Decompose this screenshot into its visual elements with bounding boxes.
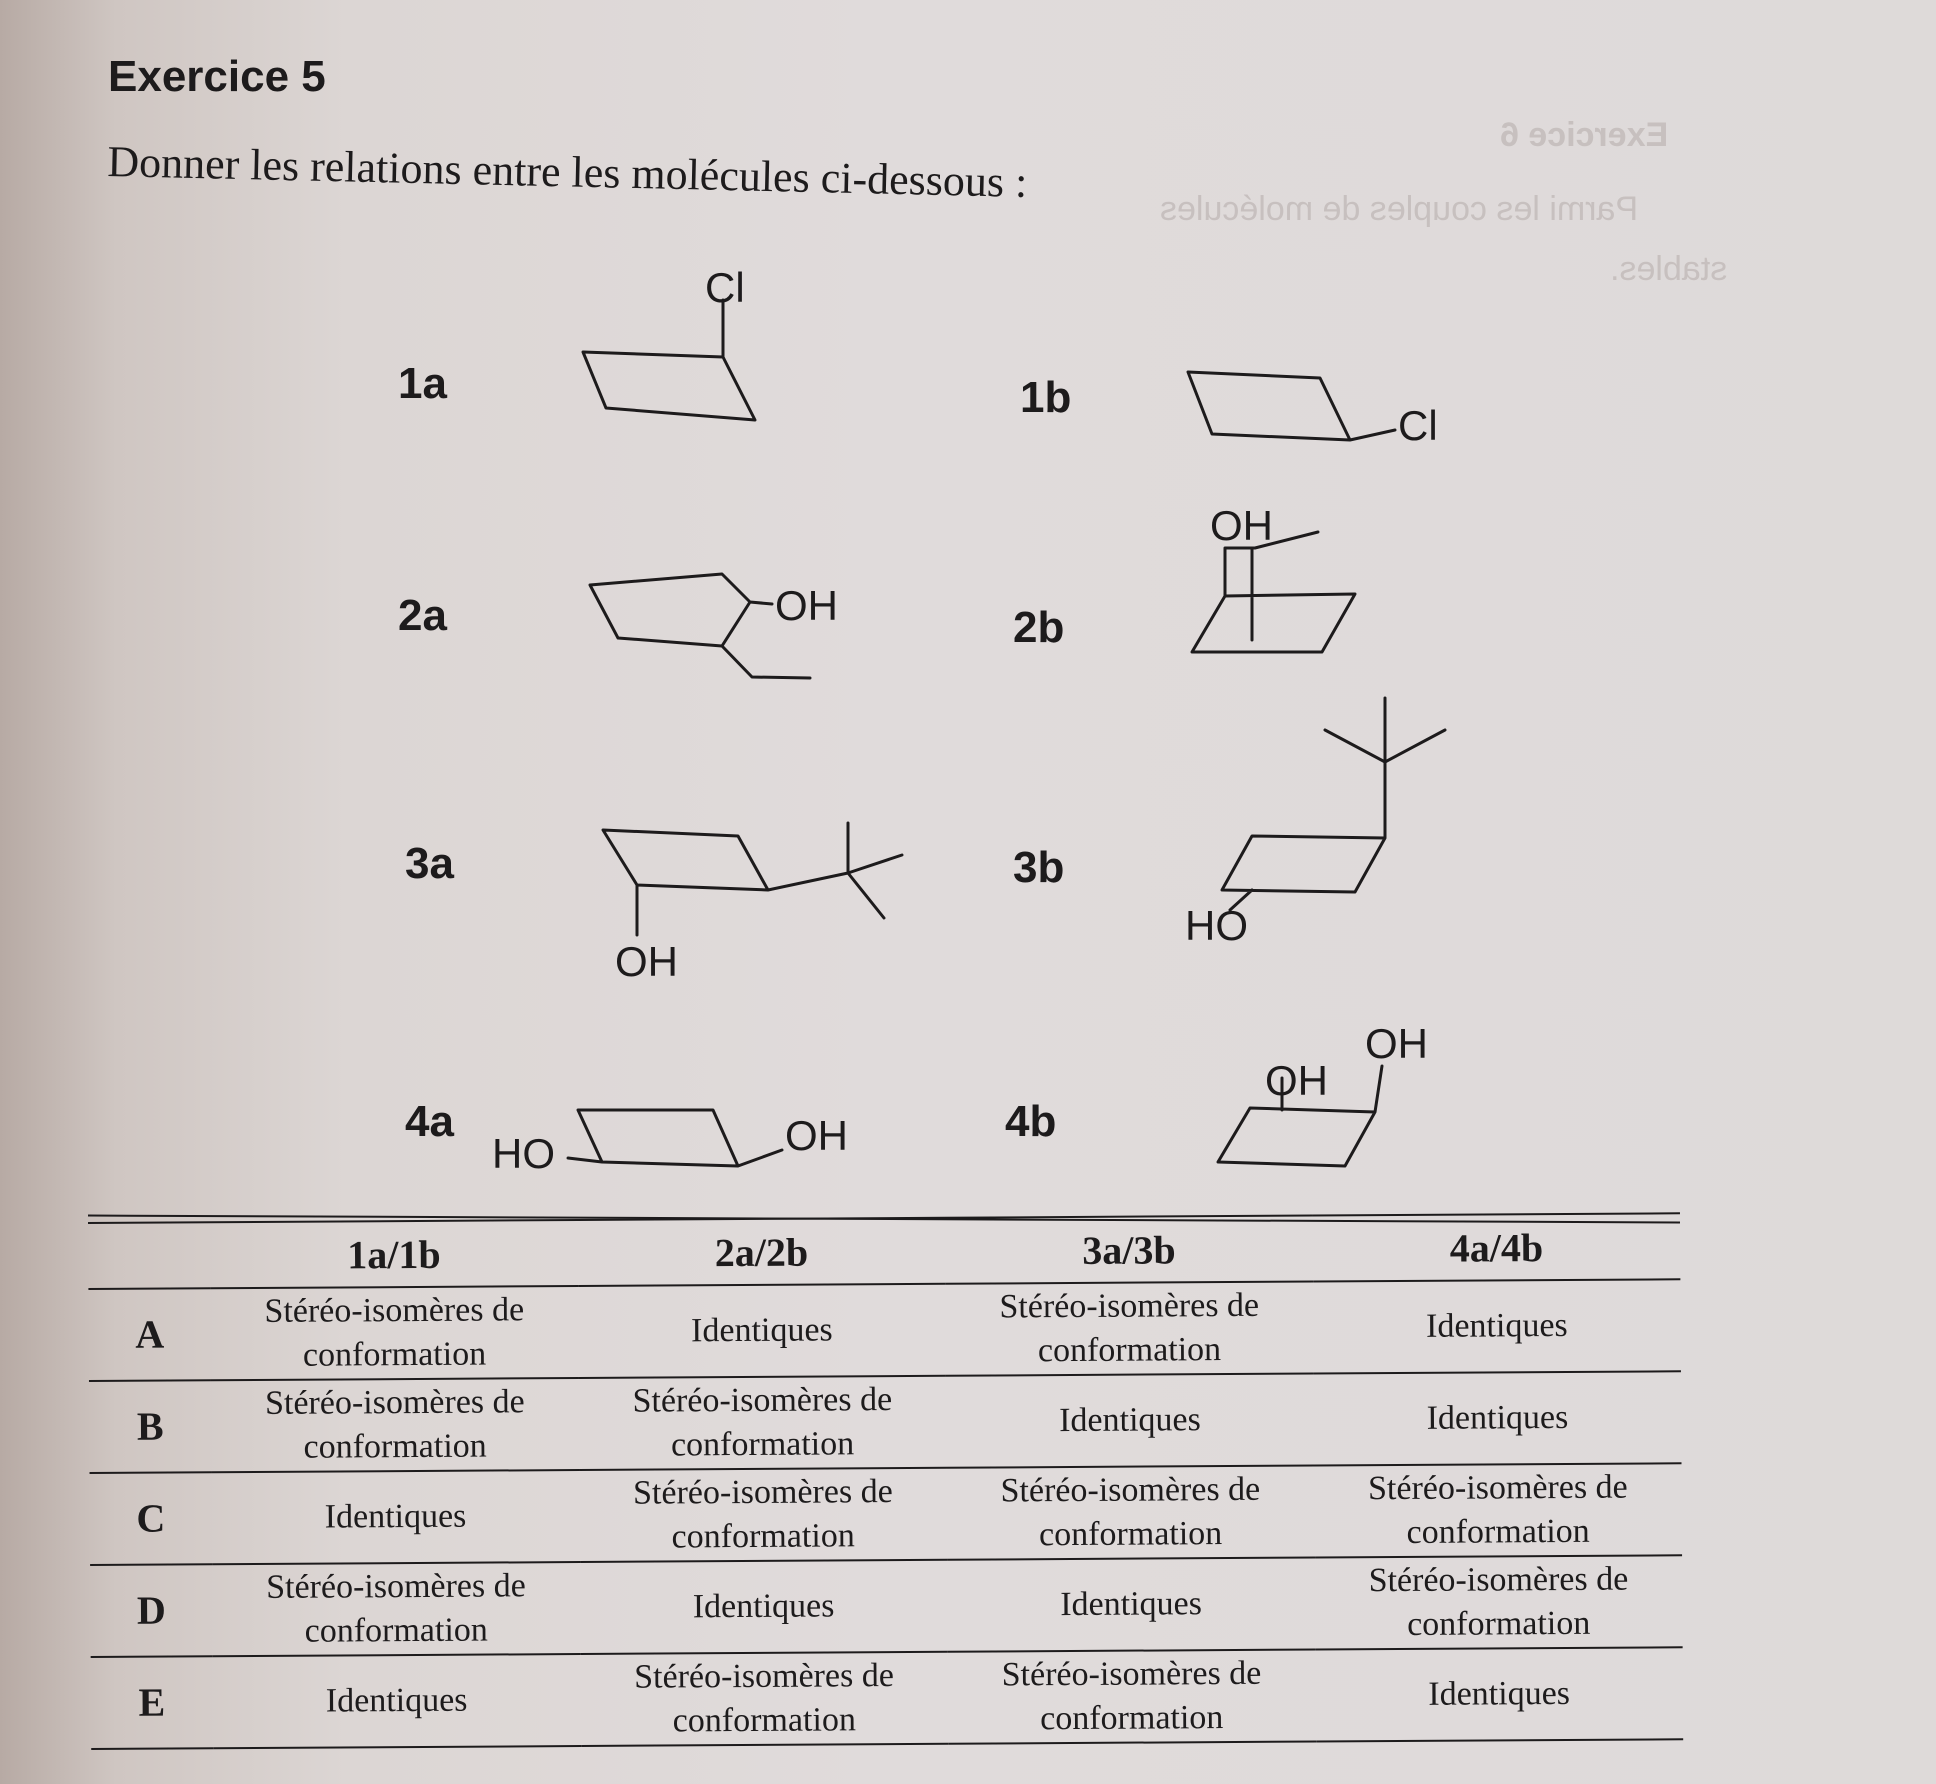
molecule-label: 3a — [405, 839, 454, 888]
row-key-a: A — [88, 1288, 211, 1381]
table-row — [89, 1371, 1682, 1473]
column-header-1a-1b: 1a/1b — [210, 1220, 578, 1288]
exercise-title: Exercice 5 — [108, 52, 326, 101]
table-cell: Stéréo-isomères de conformation — [579, 1468, 947, 1562]
molecule-label: 2a — [398, 591, 447, 640]
column-header-4a-4b: 4a/4b — [1312, 1213, 1680, 1281]
table-cell: Identiques — [946, 1374, 1314, 1468]
substituent-ho: HO — [1185, 902, 1248, 949]
substituent-oh: OH — [1365, 1020, 1428, 1067]
molecule-3a — [405, 823, 902, 985]
table-cell: Stéréo-isomères de conformation — [945, 1282, 1313, 1376]
answer-table — [88, 1212, 1683, 1750]
substituent-oh: OH — [775, 582, 838, 629]
molecule-3b — [1013, 698, 1445, 949]
exercise-instruction: Donner les relations entre les molécules ci-dessous : — [106, 136, 1028, 207]
table-row — [88, 1279, 1681, 1381]
table-cell: Identiques — [213, 1654, 581, 1748]
substituent-oh: OH — [1210, 502, 1273, 549]
table-cell: Stéréo-isomères de conformation — [580, 1652, 948, 1746]
substituent-oh: OH — [1265, 1057, 1328, 1104]
column-header-3a-3b: 3a/3b — [945, 1216, 1313, 1284]
chair-ring — [1188, 372, 1395, 440]
table-cell: Stéréo-isomères de conformation — [947, 1466, 1315, 1560]
table-cell: Stéréo-isomères de conformation — [948, 1650, 1316, 1744]
table-cell: Identiques — [1313, 1371, 1681, 1465]
table-cell: Stéréo-isomères de conformation — [211, 1378, 579, 1472]
chair-ring — [1222, 698, 1445, 910]
table-row — [90, 1463, 1683, 1565]
table-cell: Identiques — [1313, 1279, 1681, 1373]
table-cell: Stéréo-isomères de conformation — [1314, 1463, 1682, 1557]
table-cell: Identiques — [1315, 1647, 1683, 1741]
substituent-oh: OH — [785, 1112, 848, 1159]
substituent-oh: OH — [615, 938, 678, 985]
column-header-key — [88, 1222, 210, 1289]
table-header-row — [88, 1213, 1680, 1289]
row-key-e: E — [91, 1656, 214, 1749]
molecule-2a — [398, 574, 838, 678]
table-row — [91, 1647, 1684, 1749]
molecule-4b — [1005, 1020, 1428, 1166]
molecule-label: 1b — [1020, 373, 1072, 422]
table-cell: Stéréo-isomères de conformation — [578, 1376, 946, 1470]
substituent-cl: Cl — [705, 264, 745, 311]
molecule-2b — [1013, 502, 1355, 652]
chair-ring — [583, 300, 755, 420]
molecule-1a — [398, 264, 755, 420]
row-key-d: D — [90, 1564, 213, 1657]
bleed-through-line: stables. — [1610, 250, 1728, 288]
molecule-label: 4a — [405, 1097, 454, 1146]
table-cell: Identiques — [212, 1470, 580, 1564]
substituent-cl: Cl — [1398, 402, 1438, 449]
row-key-b: B — [89, 1380, 212, 1473]
molecule-label: 4b — [1005, 1097, 1057, 1146]
chair-ring — [603, 823, 902, 935]
table-cell: Identiques — [947, 1558, 1315, 1652]
molecule-label: 2b — [1013, 603, 1065, 652]
molecule-label: 3b — [1013, 843, 1065, 892]
substituent-ho: HO — [492, 1130, 555, 1177]
molecule-4a — [405, 1097, 848, 1177]
row-key-c: C — [90, 1472, 213, 1565]
chair-ring — [568, 1110, 782, 1166]
molecule-1b — [1020, 372, 1438, 449]
bleed-through-line: Parmi les couples de molécules — [1160, 190, 1639, 228]
table-cell: Identiques — [580, 1560, 948, 1654]
table-cell: Stéréo-isomères de conformation — [210, 1286, 578, 1380]
bleed-through-heading: Exercice 6 — [1500, 116, 1669, 154]
table-cell: Stéréo-isomères de conformation — [212, 1562, 580, 1656]
table-cell: Stéréo-isomères de conformation — [1315, 1555, 1683, 1649]
chair-ring — [1192, 532, 1355, 652]
table-row — [90, 1555, 1683, 1657]
table-cell: Identiques — [578, 1284, 946, 1378]
column-header-2a-2b: 2a/2b — [577, 1218, 945, 1286]
molecule-label: 1a — [398, 359, 447, 408]
